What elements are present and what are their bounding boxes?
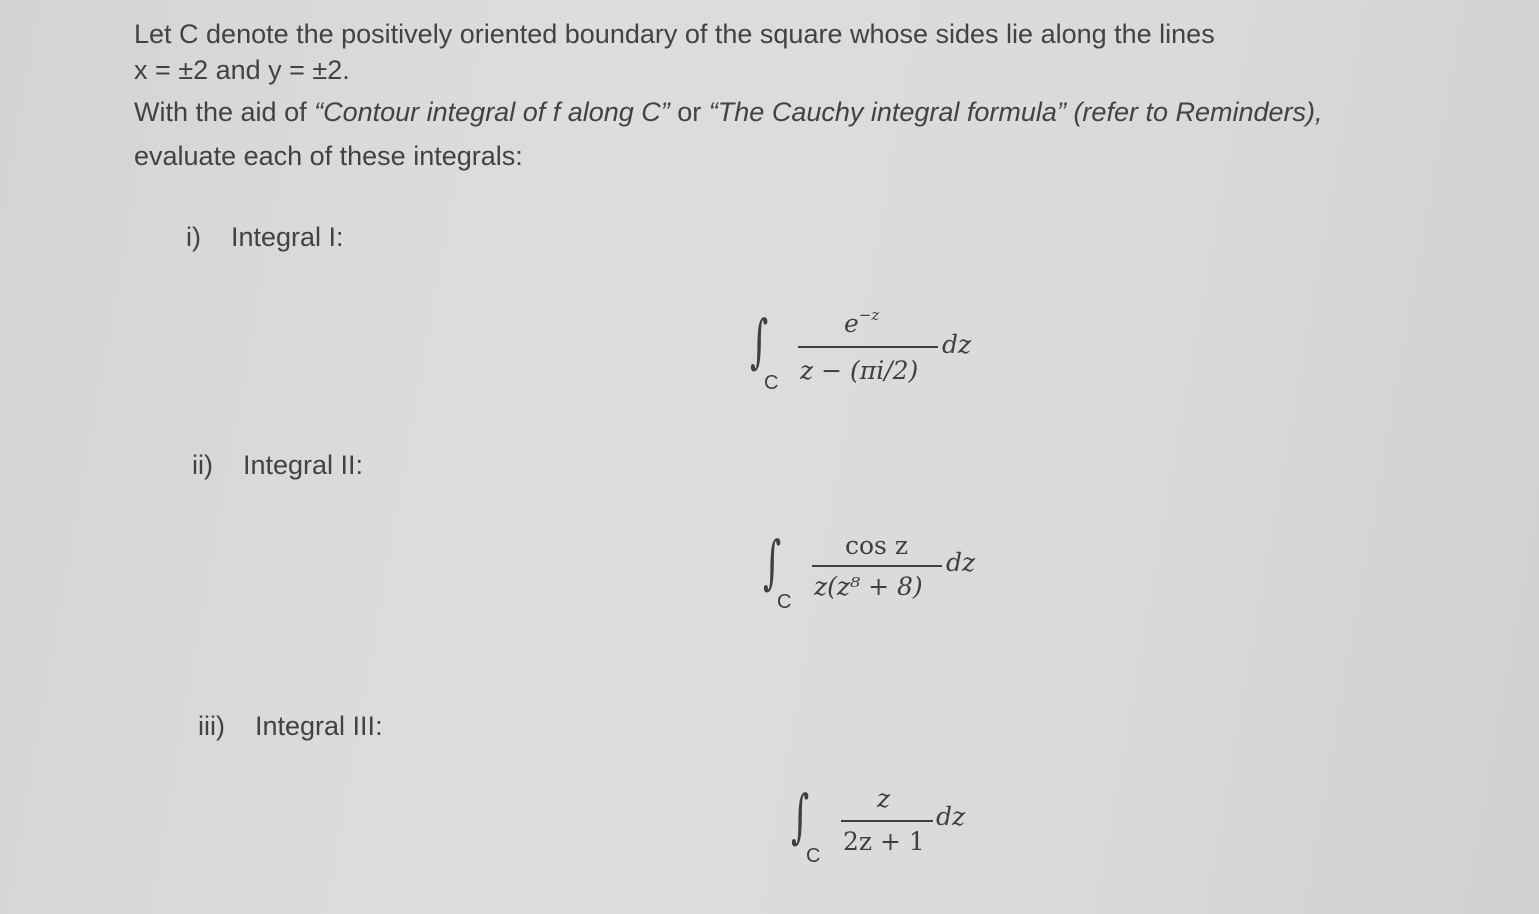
integral-1-numerator-base: e [844, 309, 859, 338]
integral-3-fraction-bar [841, 820, 933, 822]
item-3-title: Integral III: [255, 711, 383, 741]
item-3-label [198, 711, 383, 742]
intro-line-3-em2: “The Cauchy integral formula” (refer to Reminders), [708, 97, 1323, 127]
intro-line-3 [134, 92, 1323, 132]
item-3-number: iii) [198, 711, 225, 741]
item-1-label [186, 222, 344, 253]
integral-3-denominator: 2z + 1 [843, 827, 925, 856]
integral-2-denominator: z(z⁸ + 8) [814, 572, 923, 601]
integral-3-numerator: z [877, 784, 891, 813]
integral-2-numerator: cos z [845, 531, 909, 560]
integral-2-sign: ∫ [763, 528, 782, 596]
integral-2-subscript: C [777, 591, 792, 613]
integral-3-differential: dz [936, 802, 966, 831]
integral-1-differential: dz [942, 330, 972, 359]
integral-2-fraction-bar [812, 565, 942, 567]
integral-1-numerator-sup: −z [858, 306, 880, 324]
integral-3-sign: ∫ [791, 782, 810, 850]
intro-line-4: evaluate each of these integrals: [134, 141, 523, 171]
intro-line-3-prefix: With the aid of [134, 97, 315, 127]
integral-2-differential: dz [946, 548, 976, 577]
item-2-title: Integral II: [243, 450, 364, 480]
intro-line-3-em1: “Contour integral of f along C” [314, 97, 670, 127]
integral-1-fraction-bar [798, 346, 938, 348]
intro-line-2: x = ±2 and y = ±2. [134, 55, 350, 85]
item-1-title: Integral I: [231, 222, 344, 252]
integral-1-subscript: C [764, 372, 779, 394]
integral-1-numerator [844, 306, 879, 338]
item-2-number: ii) [192, 450, 213, 480]
item-2-label [192, 450, 363, 481]
integral-1-sign: ∫ [750, 307, 769, 375]
item-1-number: i) [186, 222, 201, 252]
intro-line-3-mid: or [669, 97, 709, 127]
intro-line-1: Let C denote the positively oriented boundary of the square whose sides lie along the lines [134, 19, 1215, 49]
integral-1-denominator: z − (πi/2) [800, 356, 919, 385]
integral-3-subscript: C [806, 845, 821, 867]
